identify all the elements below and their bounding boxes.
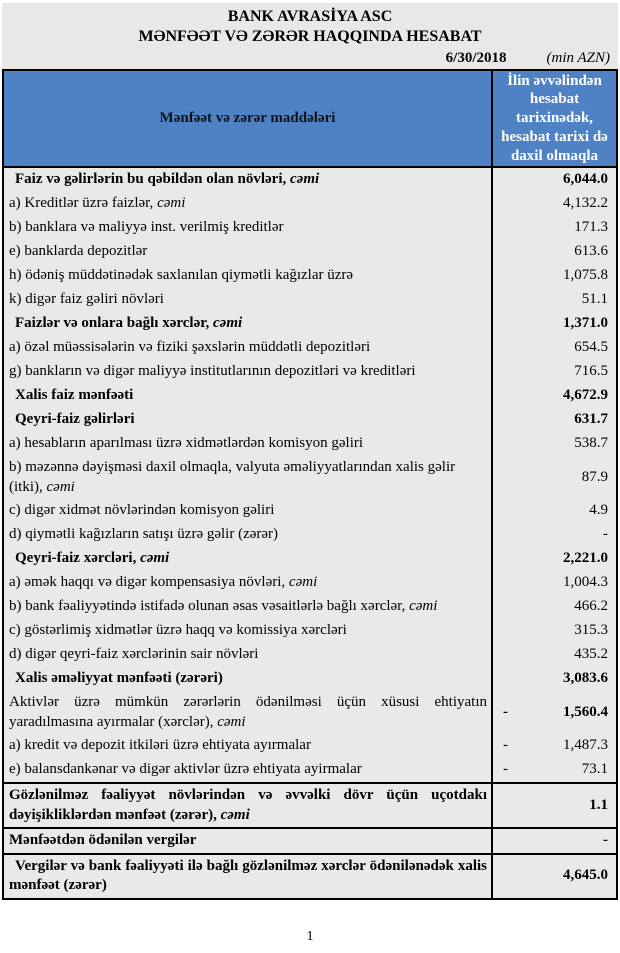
column-header-items: Mənfəət və zərər maddələri [4,71,493,166]
row-value-cell [493,547,616,571]
row-minus-sign: - [503,737,508,754]
table-body [4,168,616,898]
row-value-cell [493,667,616,691]
table-row [4,499,616,523]
row-label-cell [4,523,493,547]
row-value: 4,672.9 [563,387,608,404]
row-value-cell [493,216,616,240]
row-label-cell [4,643,493,667]
row-label-cell [4,312,493,336]
row-label-cell [4,619,493,643]
row-value: 4.9 [589,502,608,519]
table-row [4,288,616,312]
row-label: Qeyri-faiz gəlirləri [15,411,135,428]
column-header-period: İlin əvvəlindən hesabat tarixinədək, hesabat tarixi də daxil olmaqla [501,72,608,164]
row-label-cell [4,829,493,853]
row-label-cell [4,855,493,898]
row-value: 1,004.3 [563,574,608,591]
table-row [4,782,616,827]
row-label-cell [4,691,493,734]
report-header [2,3,618,69]
row-label-cell [4,456,493,499]
row-label: g) bankların və digər maliyyə institutlarının depozitləri və kreditləri [9,363,416,380]
row-label-suffix: cəmi [220,806,250,823]
row-value-cell [493,571,616,595]
row-value: 4,645.0 [563,867,608,884]
row-value: 6,044.0 [563,171,608,188]
table-row [4,192,616,216]
table-row [4,240,616,264]
row-label-cell [4,192,493,216]
row-label-cell [4,734,493,758]
row-value-cell [493,784,616,827]
row-label-cell [4,571,493,595]
row-label: b) bank fəaliyyətində istifadə olunan əsas vəsaitlərlə bağlı xərclər, [9,598,406,615]
row-label-suffix: cəmi [140,550,170,567]
row-label-cell [4,667,493,691]
row-label: a) hesabların aparılması üzrə xidmətlərdən komisyon gəliri [9,435,364,452]
row-label-suffix: cəmi [157,195,186,212]
row-value: 613.6 [574,243,608,260]
row-label: h) ödəniş müddətinədək saxlanılan qiymətli kağızlar üzrə [9,267,354,284]
row-label-cell [4,408,493,432]
row-value-cell [493,758,616,782]
row-value: 4,132.2 [563,195,608,212]
row-value-cell [493,312,616,336]
row-value: 315.3 [574,622,608,639]
table-row [4,691,616,734]
table-row [4,523,616,547]
row-value-cell [493,829,616,853]
row-value: 1,075.8 [563,267,608,284]
row-label-cell [4,758,493,782]
row-label: d) digər qeyri-faiz xərclərinin sair növləri [9,646,259,663]
row-label-suffix: cəmi [288,574,318,591]
table-row [4,853,616,898]
row-label: b) banklara və maliyyə inst. verilmiş kreditlər [9,219,284,236]
table-row [4,336,616,360]
row-label: c) göstərlimiş xidmətlər üzrə haqq və komissiya xərcləri [9,622,347,639]
row-value: 87.9 [581,468,608,485]
row-value: 51.1 [581,291,608,308]
row-label-cell [4,216,493,240]
row-value-cell [493,360,616,384]
row-value-cell [493,240,616,264]
row-value-cell [493,408,616,432]
report-title: MƏNFƏƏT VƏ ZƏRƏR HAQQINDA HESABAT [138,28,482,45]
row-label: Qeyri-faiz xərcləri, [15,550,137,567]
table-row [4,758,616,782]
table-row [4,408,616,432]
page-number: 1 [306,929,314,944]
row-label: b) məzənnə dəyişməsi daxil olmaqla, valyuta əməliyyatlarından xalis gəlir (itki), [9,459,456,495]
row-value-cell [493,432,616,456]
table-row [4,216,616,240]
row-value: 654.5 [574,339,608,356]
row-value: 631.7 [574,411,608,428]
row-value-cell [493,643,616,667]
table-row [4,595,616,619]
row-value: 3,083.6 [563,670,608,687]
row-value-cell [493,456,616,499]
unit-label: (min AZN) [546,50,610,66]
row-value: 1,487.3 [563,737,608,754]
row-label-cell [4,595,493,619]
row-value-cell [493,168,616,192]
row-value-cell [493,691,616,734]
row-label-cell [4,360,493,384]
row-minus-sign: - [503,761,508,778]
report-date: 6/30/2018 [445,50,507,66]
row-value-cell [493,619,616,643]
row-value-cell [493,499,616,523]
row-label: Faiz və gəlirlərin bu qəbildən olan növləri, [15,171,287,188]
table-row [4,667,616,691]
row-label: d) qiymətli kağızların satışı üzrə gəlir (zərər) [9,526,279,543]
row-value-cell [493,523,616,547]
row-value-cell [493,734,616,758]
row-label: a) əmək haqqı və digər kompensasiya növləri, [9,574,286,591]
row-value: 1,371.0 [563,315,608,332]
row-value: 538.7 [574,435,608,452]
row-label: Xalis faiz mənfəəti [15,387,134,404]
row-label-suffix: cəmi [409,598,438,615]
table-row [4,360,616,384]
row-label: k) digər faiz gəliri növləri [9,291,164,308]
row-label-cell [4,384,493,408]
row-label: Mənfəətdən ödənilən vergilər [9,832,197,848]
row-value: 1,560.4 [563,703,608,720]
row-label-cell [4,240,493,264]
row-value: - [603,832,608,848]
table-row [4,547,616,571]
row-label-cell [4,264,493,288]
row-value: - [603,526,608,543]
row-label-cell [4,499,493,523]
row-label-cell [4,288,493,312]
row-label: a) özəl müəssisələrin və fiziki şəxslərin müddətli depozitləri [9,339,371,356]
row-label-suffix: cəmi [213,315,243,332]
income-statement-table [2,69,618,900]
row-value-cell [493,384,616,408]
bank-name: BANK AVRASİYA ASC [227,8,393,25]
row-label: Aktivlər üzrə mümkün zərərlərin ödənilməsi üçün xüsusi ehtiyatın yaradılmasına ayırmalar (xərclər), [9,694,487,730]
table-row [4,827,616,853]
row-label-cell [4,784,493,827]
row-value: 435.2 [574,646,608,663]
row-label-suffix: cəmi [217,713,246,730]
row-label: Xalis əməliyyat mənfəəti (zərəri) [15,670,223,687]
table-row [4,168,616,192]
row-value-cell [493,192,616,216]
row-value: 466.2 [574,598,608,615]
row-value-cell [493,264,616,288]
row-value: 716.5 [574,363,608,380]
row-value-cell [493,288,616,312]
row-label: Gözlənilməz fəaliyyət növlərindən və əvvəlki dövr üçün uçotdakı dəyişikliklərdən mənfəət (zərər), [9,787,487,823]
table-row [4,456,616,499]
row-label-suffix: cəmi [46,478,75,495]
table-row [4,571,616,595]
report-date-row [2,47,618,68]
table-row [4,734,616,758]
row-label: e) balansdankənar və digər aktivlər üzrə ehtiyata ayirmalar [9,761,362,778]
row-label-cell [4,547,493,571]
row-label: a) kredit və depozit itkiləri üzrə ehtiyata ayırmalar [9,737,311,754]
row-value: 2,221.0 [563,550,608,567]
row-label-suffix: cəmi [290,171,320,188]
table-row [4,312,616,336]
row-value: 1.1 [589,796,608,813]
table-row [4,432,616,456]
row-label: a) Kreditlər üzrə faizlər, [9,195,154,212]
table-row [4,643,616,667]
table-header-row [4,71,616,168]
row-label: Vergilər və bank fəaliyyəti ilə bağlı gözlənilməz xərclər ödənilənədək xalis mənfəət (zərər) [9,857,487,893]
row-minus-sign: - [503,703,508,720]
row-label: c) digər xidmət növlərindən komisyon gəliri [9,502,275,519]
table-row [4,384,616,408]
row-value: 171.3 [574,219,608,236]
row-label-cell [4,432,493,456]
table-row [4,264,616,288]
row-value: 73.1 [581,761,608,778]
row-label: e) banklarda depozitlər [9,243,148,260]
row-value-cell [493,595,616,619]
table-row [4,619,616,643]
row-value-cell [493,855,616,898]
row-value-cell [493,336,616,360]
row-label: Faizlər və onlara bağlı xərclər, [15,315,210,332]
row-label-cell [4,168,493,192]
row-label-cell [4,336,493,360]
